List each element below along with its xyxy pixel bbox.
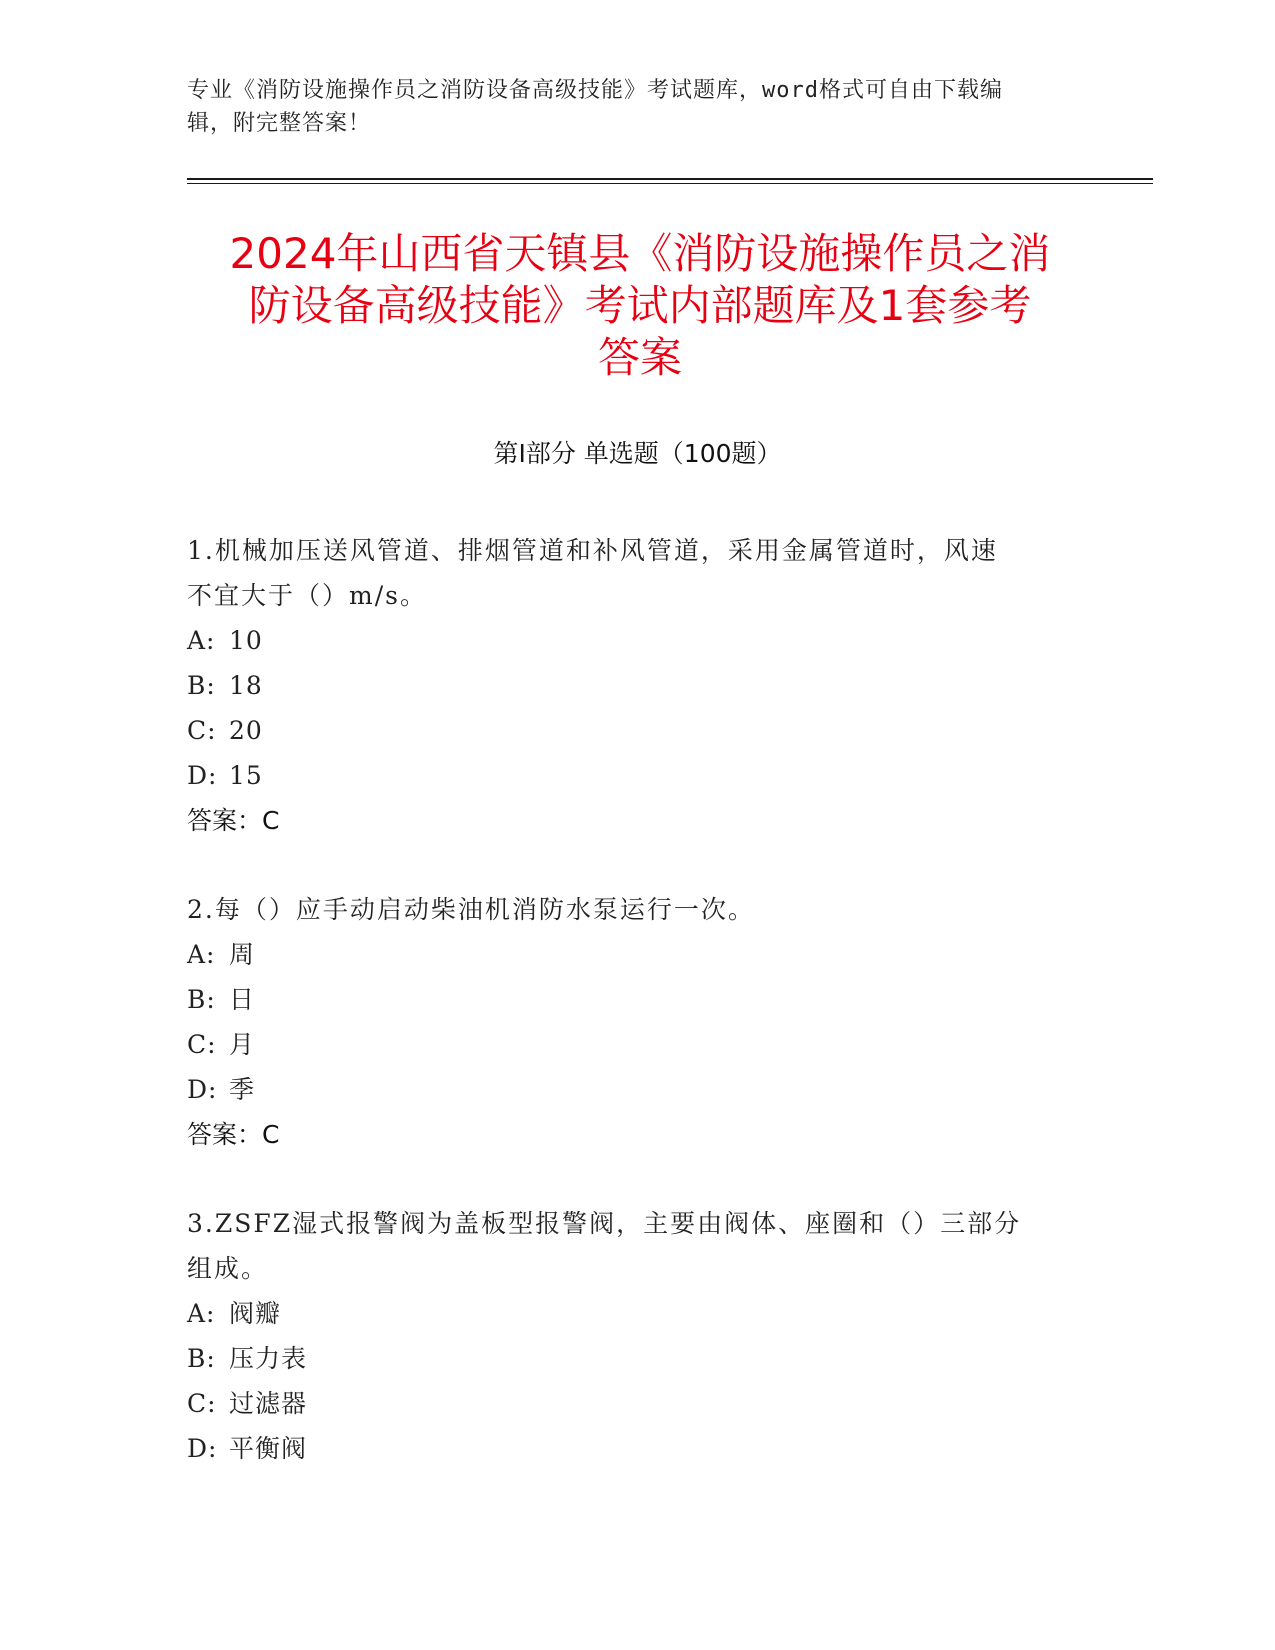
question-stem (187, 528, 1067, 618)
question-3 (187, 1201, 1067, 1471)
option-text: 20 (229, 716, 263, 745)
option-text: 季 (229, 1075, 256, 1104)
question-stem-line: 1.机械加压送风管道、排烟管道和补风管道，采用金属管道时，风速 (187, 536, 998, 565)
option-a (187, 932, 1067, 977)
answer-line: 答案：C (187, 806, 280, 835)
option-text: 压力表 (229, 1344, 308, 1373)
option-a (187, 618, 1067, 663)
question-stem-line: 不宜大于（）m/s。 (187, 581, 427, 610)
option-text: 过滤器 (229, 1389, 308, 1418)
section-title: 第I部分 单选题（100题） (493, 439, 782, 468)
option-c (187, 1022, 1067, 1067)
header-divider-thin (187, 183, 1153, 184)
option-text: 18 (229, 671, 263, 700)
document-title-line-1: 2024年山西省天镇县《消防设施操作员之消 (229, 229, 1051, 278)
option-c (187, 1381, 1067, 1426)
option-d (187, 1426, 1067, 1471)
option-key: A: (187, 626, 216, 655)
question-stem-line: 2.每（）应手动启动柴油机消防水泵运行一次。 (187, 895, 755, 924)
option-key: A: (187, 1299, 216, 1328)
option-key: D: (187, 761, 218, 790)
option-key: B: (187, 671, 216, 700)
option-text: 10 (229, 626, 263, 655)
option-text: 15 (229, 761, 263, 790)
question-2 (187, 887, 1067, 1157)
question-stem-line: 3.ZSFZ湿式报警阀为盖板型报警阀，主要由阀体、座圈和（）三部分 (187, 1209, 1022, 1238)
document-title-line-3: 答案 (597, 333, 682, 382)
header-note-line-2: 辑，附完整答案！ (187, 111, 372, 136)
option-d (187, 753, 1067, 798)
header-divider-thick (187, 178, 1153, 180)
question-list (187, 528, 1067, 1515)
option-b (187, 1336, 1067, 1381)
option-key: C: (187, 1389, 217, 1418)
option-text: 日 (229, 985, 256, 1014)
header-note-line-1: 专业《消防设施操作员之消防设备高级技能》考试题库，word格式可自由下载编 (187, 78, 1003, 103)
option-a (187, 1291, 1067, 1336)
question-stem (187, 887, 1067, 932)
option-key: D: (187, 1075, 218, 1104)
question-1 (187, 528, 1067, 843)
option-text: 周 (229, 940, 256, 969)
question-stem-line: 组成。 (187, 1254, 269, 1283)
question-stem (187, 1201, 1067, 1291)
option-b (187, 663, 1067, 708)
option-text: 阀瓣 (229, 1299, 282, 1328)
option-d (187, 1067, 1067, 1112)
option-text: 平衡阀 (229, 1434, 308, 1463)
option-key: D: (187, 1434, 218, 1463)
answer-line: 答案：C (187, 1120, 280, 1149)
option-key: C: (187, 1030, 217, 1059)
option-key: C: (187, 716, 217, 745)
option-c (187, 708, 1067, 753)
header-note (187, 74, 1077, 140)
document-title (180, 228, 1100, 384)
option-key: B: (187, 1344, 216, 1373)
option-b (187, 977, 1067, 1022)
option-key: B: (187, 985, 216, 1014)
option-text: 月 (229, 1030, 256, 1059)
option-key: A: (187, 940, 216, 969)
document-title-line-2: 防设备高级技能》考试内部题库及1套参考 (248, 281, 1032, 330)
